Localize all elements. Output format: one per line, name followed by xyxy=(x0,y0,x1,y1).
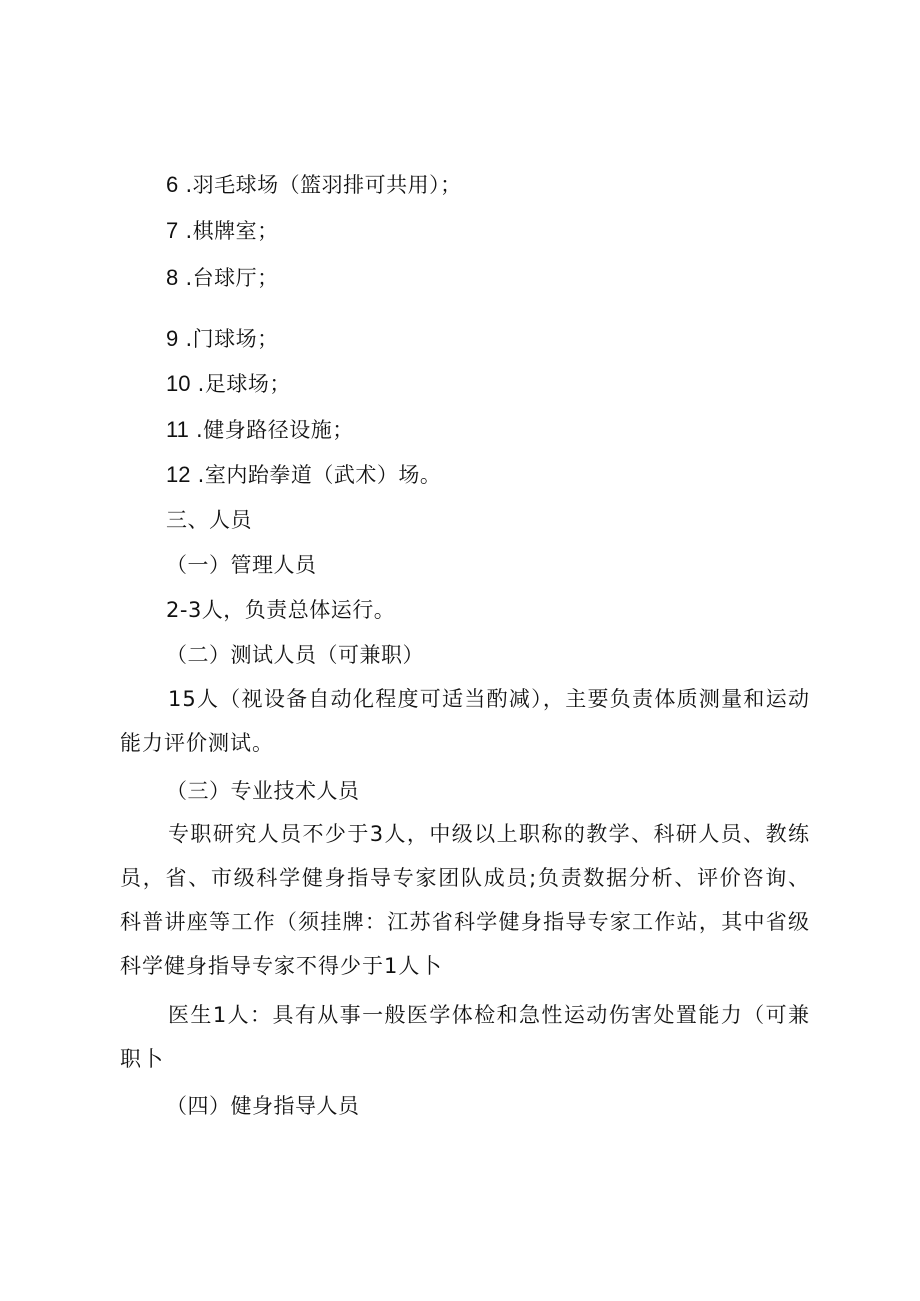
section-heading: 三、人员 xyxy=(166,508,252,532)
item-text: .棋牌室； xyxy=(185,219,279,243)
list-item-7 xyxy=(166,218,279,244)
testing-text: 15人（视设备自动化程度可适当酌减），主要负责体质测量和运动能力评价测试。 xyxy=(120,687,810,755)
list-item-6 xyxy=(166,172,462,198)
management-heading: （一）管理人员 xyxy=(166,553,317,577)
item-number: 10 xyxy=(166,371,191,396)
item-text: .门球场； xyxy=(185,327,279,351)
item-text: .健身路径设施； xyxy=(196,418,354,442)
item-text: .台球厅； xyxy=(185,266,279,290)
item-text: .羽毛球场（篮羽排可共用）； xyxy=(185,173,462,197)
list-item-11 xyxy=(166,417,354,443)
item-number: 11 xyxy=(166,417,189,442)
list-item-10 xyxy=(166,371,291,397)
item-number: 9 xyxy=(166,326,179,351)
item-text: .室内跆拳道（武术）场。 xyxy=(197,463,442,487)
technical-heading: （三）专业技术人员 xyxy=(166,779,360,803)
technical-text-researchers: 专职研究人员不少于3人，中级以上职称的教学、科研人员、教练员，省、市级科学健身指导专家团队成员;负责数据分析、评价咨询、科普讲座等工作（须挂牌：江苏省科学健身指导专家工作站，其中省级科学健身指导专家不得少于1人卜 xyxy=(120,822,810,978)
fitness-heading: （四）健身指导人员 xyxy=(166,1094,360,1118)
item-text: .足球场； xyxy=(197,372,291,396)
item-number: 6 xyxy=(166,172,179,197)
list-item-8 xyxy=(166,265,279,291)
management-text: 2-3人，负责总体运行。 xyxy=(166,598,396,622)
item-number: 12 xyxy=(166,462,191,487)
list-item-12 xyxy=(166,462,441,488)
testing-heading: （二）测试人员（可兼职） xyxy=(166,643,424,667)
item-number: 8 xyxy=(166,265,179,290)
technical-text-doctor: 医生1人：具有从事一般医学体检和急性运动伤害处置能力（可兼职卜 xyxy=(120,1003,810,1071)
list-item-9 xyxy=(166,326,279,352)
item-number: 7 xyxy=(166,218,179,243)
